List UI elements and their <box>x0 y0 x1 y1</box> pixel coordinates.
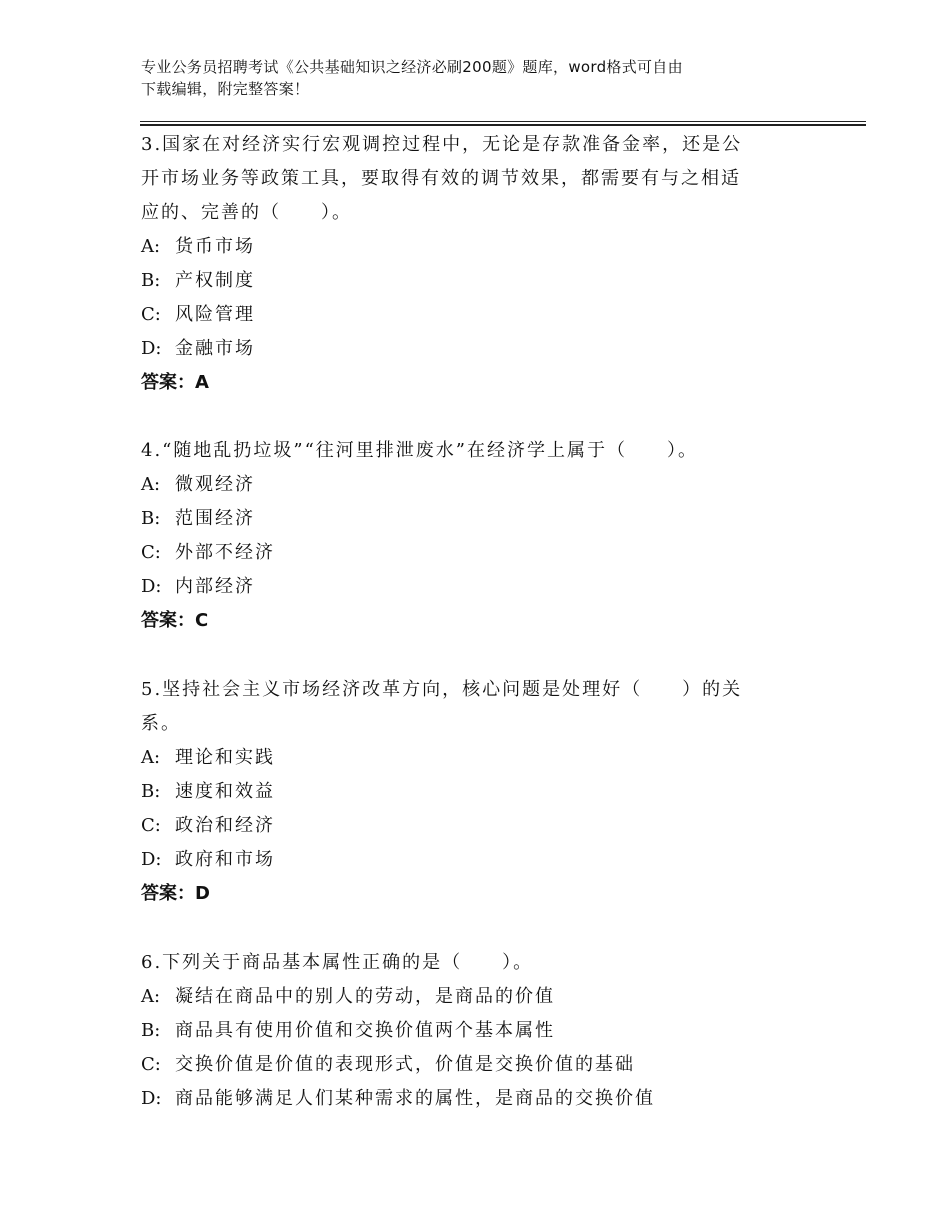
option-c <box>141 298 801 332</box>
option-d <box>141 570 801 604</box>
question-3 <box>141 128 801 400</box>
question-stem <box>141 128 801 230</box>
stem-line: 系。 <box>141 713 181 734</box>
option-text: 交换价值是价值的表现形式，价值是交换价值的基础 <box>175 1054 635 1075</box>
header-divider <box>140 121 866 126</box>
option-c <box>141 1048 801 1082</box>
answer-line: 答案：A <box>141 372 209 393</box>
option-text: 理论和实践 <box>175 747 275 768</box>
option-key: C: <box>141 1054 161 1075</box>
option-b <box>141 264 801 298</box>
option-list <box>141 741 801 877</box>
option-a <box>141 741 801 775</box>
option-text: 商品能够满足人们某种需求的属性，是商品的交换价值 <box>175 1088 655 1109</box>
option-list <box>141 230 801 366</box>
stem-line: 4.“随地乱扔垃圾”“往河里排泄废水”在经济学上属于（ ）。 <box>141 440 698 461</box>
stem-line: 6.下列关于商品基本属性正确的是（ ）。 <box>141 952 534 973</box>
option-key: A: <box>141 986 161 1007</box>
option-key: A: <box>141 474 161 495</box>
stem-line: 3.国家在对经济实行宏观调控过程中，无论是存款准备金率，还是公 <box>141 134 743 155</box>
option-key: A: <box>141 236 161 257</box>
option-text: 内部经济 <box>175 576 255 597</box>
option-key: B: <box>141 781 161 802</box>
option-text: 政治和经济 <box>175 815 275 836</box>
option-b <box>141 1014 801 1048</box>
option-text: 产权制度 <box>175 270 255 291</box>
option-key: A: <box>141 747 161 768</box>
option-key: C: <box>141 815 161 836</box>
option-b <box>141 502 801 536</box>
option-text: 范围经济 <box>175 508 255 529</box>
option-b <box>141 775 801 809</box>
option-c <box>141 536 801 570</box>
option-c <box>141 809 801 843</box>
option-key: D: <box>141 849 162 870</box>
option-text: 速度和效益 <box>175 781 275 802</box>
option-d <box>141 332 801 366</box>
option-text: 凝结在商品中的别人的劳动，是商品的价值 <box>175 986 555 1007</box>
option-key: C: <box>141 304 161 325</box>
question-4 <box>141 434 801 638</box>
option-text: 风险管理 <box>175 304 255 325</box>
option-key: B: <box>141 1020 161 1041</box>
question-6 <box>141 946 801 1116</box>
stem-line: 应的、完善的（ ）。 <box>141 202 352 223</box>
option-text: 外部不经济 <box>175 542 275 563</box>
question-stem <box>141 673 801 741</box>
option-text: 货币市场 <box>175 236 255 257</box>
option-key: B: <box>141 270 161 291</box>
option-a <box>141 230 801 264</box>
option-key: D: <box>141 338 162 359</box>
question-5 <box>141 673 801 911</box>
document-header <box>141 56 821 100</box>
answer-line: 答案：C <box>141 610 209 631</box>
stem-line: 5.坚持社会主义市场经济改革方向，核心问题是处理好（ ）的关 <box>141 679 743 700</box>
option-a <box>141 980 801 1014</box>
option-a <box>141 468 801 502</box>
option-text: 政府和市场 <box>175 849 275 870</box>
option-key: D: <box>141 576 162 597</box>
answer-line: 答案：D <box>141 883 210 904</box>
question-stem <box>141 946 801 980</box>
option-key: B: <box>141 508 161 529</box>
option-list <box>141 468 801 604</box>
option-key: C: <box>141 542 161 563</box>
stem-line: 开市场业务等政策工具，要取得有效的调节效果，都需要有与之相适 <box>141 168 741 189</box>
option-list <box>141 980 801 1116</box>
option-text: 微观经济 <box>175 474 255 495</box>
option-d <box>141 1082 801 1116</box>
option-text: 金融市场 <box>175 338 255 359</box>
question-stem <box>141 434 801 468</box>
header-line-1: 专业公务员招聘考试《公共基础知识之经济必刷200题》题库，word格式可自由 <box>141 58 683 76</box>
option-text: 商品具有使用价值和交换价值两个基本属性 <box>175 1020 555 1041</box>
option-key: D: <box>141 1088 162 1109</box>
option-d <box>141 843 801 877</box>
header-line-2: 下载编辑，附完整答案！ <box>141 80 310 98</box>
